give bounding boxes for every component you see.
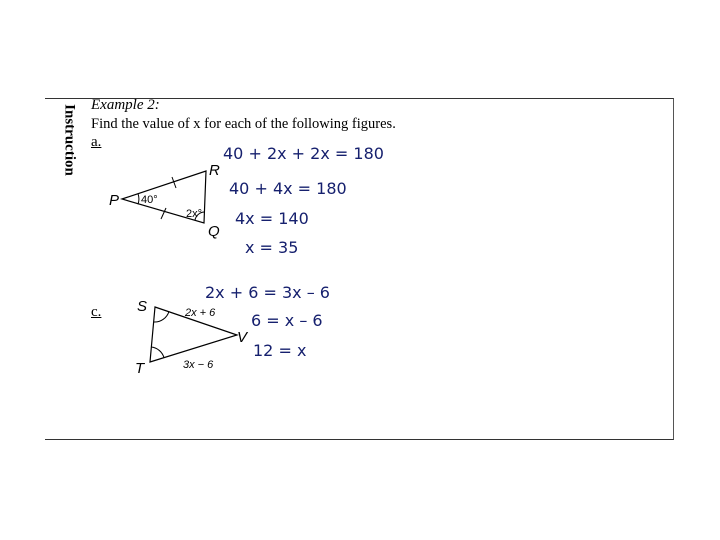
work-c-line-3: 12 = x [253,341,307,360]
side-sv-label: 2x + 6 [185,307,216,319]
vertex-s: S [137,298,148,315]
angle-p-label: 40° [141,194,158,206]
example-title: Example 2: [91,97,160,113]
instruction-text: Find the value of x for each of the following figures. [91,116,396,132]
work-a-line-3: 4x = 140 [235,209,309,228]
triangle-stv-figure [130,295,255,380]
angle-q-label: 2x° [186,208,203,220]
work-a-line-4: x = 35 [245,238,299,257]
vertex-r: R [209,162,220,179]
work-c-line-1: 2x + 6 = 3x – 6 [205,283,330,302]
triangle-pqr-figure [100,150,230,245]
vertex-q: Q [208,223,220,240]
work-c-line-2: 6 = x – 6 [251,311,323,330]
vertex-v: V [237,329,248,346]
angle-t-arc [151,347,164,358]
work-a-line-2: 40 + 4x = 180 [229,179,347,198]
tick-mark-pq [161,208,166,219]
side-label: Instruction [61,104,78,176]
work-a-line-1: 40 + 2x + 2x = 180 [223,144,384,163]
vertex-p: P [109,192,120,209]
angle-s-arc [154,311,169,322]
vertex-t: T [135,360,145,377]
part-c-label: c. [91,304,102,320]
angle-p-arc [138,194,139,205]
part-a-label: a. [91,134,102,150]
side-tv-label: 3x − 6 [183,359,214,371]
